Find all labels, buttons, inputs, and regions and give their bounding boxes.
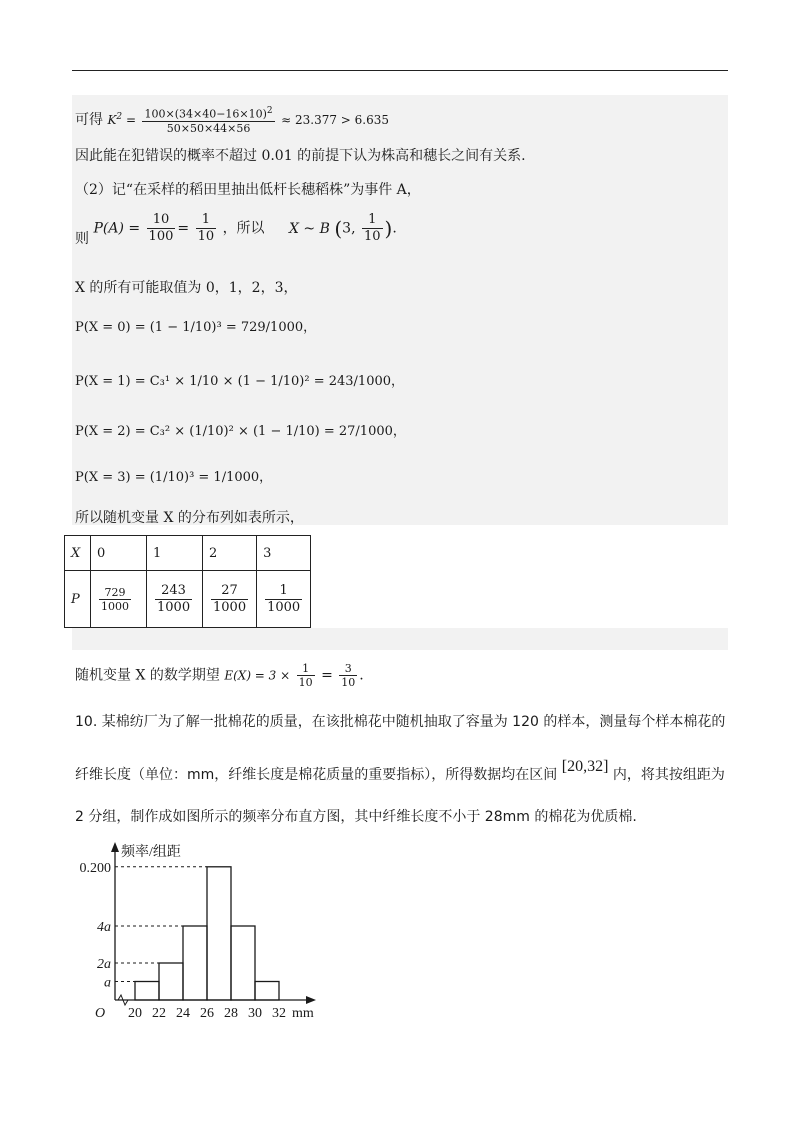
frequency-histogram	[70, 838, 340, 1028]
pa-frac-2	[196, 212, 217, 245]
expectation-eq: =	[321, 667, 333, 684]
binomial-open-paren: (	[334, 216, 343, 241]
p-num: 27	[211, 583, 248, 600]
table-p-cell	[91, 571, 147, 628]
histogram-bar	[255, 982, 279, 1001]
histogram-bar	[183, 926, 207, 1000]
binomial-p-frac	[362, 212, 383, 245]
histogram-bar	[159, 963, 183, 1000]
table-p-cell	[257, 571, 311, 628]
q10-interval: [20,32]	[561, 758, 609, 775]
histogram-origin-label: O	[95, 1006, 106, 1021]
table-header-cell: 1	[147, 536, 203, 571]
histogram-bar	[231, 926, 255, 1000]
top-rule	[72, 70, 728, 71]
histogram-bar	[207, 867, 231, 1000]
pa-mid: ，所以	[222, 220, 265, 237]
histogram-x-tick-label: 30	[248, 1006, 262, 1021]
distribution-table	[64, 535, 311, 628]
expectation-frac-1-den: 10	[298, 676, 313, 689]
table-p-cell	[147, 571, 203, 628]
histogram-x-axis-arrow	[306, 996, 316, 1004]
p-den: 1000	[213, 599, 247, 615]
histogram-y-tick-label: a	[104, 975, 111, 991]
k2-numerator: $100\times(34\times 40-16\times 10)^2$	[144, 106, 273, 121]
p-den: 1000	[101, 599, 129, 613]
pa-frac-1-den: 100	[148, 229, 174, 244]
binomial-args: 3,	[342, 220, 356, 237]
histogram-y-tick-label: 2a	[97, 957, 111, 972]
k2-line	[75, 105, 389, 135]
pa-frac-1-num: 10	[147, 212, 176, 229]
expectation-line	[75, 662, 364, 689]
expectation-frac-2-num: 3	[339, 662, 357, 676]
histogram-bar	[135, 982, 159, 1001]
histogram-x-axis-label: mm	[292, 1006, 314, 1021]
table-row	[65, 571, 311, 628]
binomial-close-paren: )	[384, 216, 393, 241]
expectation-prefix: 随机变量 X 的数学期望	[75, 667, 220, 684]
pa-prefix: 则	[75, 230, 89, 247]
question-10-line-1: 10. 某棉纺厂为了解一批棉花的质量，在该批棉花中随机抽取了容量为 120 的样本，测量每个样本棉花的	[75, 714, 726, 730]
p-den: 1000	[157, 599, 191, 615]
histogram-x-tick-label: 22	[152, 1006, 166, 1021]
pa-frac-1	[147, 212, 176, 245]
table-header-cell: 3	[257, 536, 311, 571]
histogram-x-tick-label: 32	[272, 1006, 286, 1021]
p-num: 729	[99, 586, 131, 600]
table-intro: 所以随机变量 X 的分布列如表所示，	[75, 510, 304, 526]
histogram-bars	[135, 867, 279, 1000]
histogram-x-tick-label: 26	[200, 1006, 214, 1021]
binomial-p-num: 1	[362, 212, 383, 229]
prob-line-2: P(X = 2) = C₃² × (1/10)² × (1 − 1/10) = 27/1000，	[75, 424, 406, 439]
binomial-dist: X ~ B	[289, 220, 330, 237]
table-row	[65, 536, 311, 571]
p-den: 1000	[267, 599, 301, 615]
pa-line: 则 P(A) = $\frac{10}{100}$ = $\frac{1}{10}$ ，所以 X ~ B (3, $\frac{1}{10}$ ).	[75, 212, 397, 247]
pa-frac-2-num: 1	[196, 212, 217, 229]
expectation-frac-2-den: 10	[341, 676, 356, 689]
prob-line-1: P(X = 1) = C₃¹ × 1/10 × (1 − 1/10)² = 243/1000，	[75, 374, 405, 389]
histogram-y-tick-label: 0.200	[79, 860, 111, 876]
histogram-y-tick-label: 4a	[97, 920, 111, 935]
k2-denominator: 50×50×44×56	[166, 121, 251, 135]
prob-line-0: P(X = 0) = (1 − 1/10)³ = 729/1000，	[75, 320, 317, 335]
pa-frac-2-den: 10	[197, 229, 215, 244]
table-header-cell: 2	[203, 536, 257, 571]
binomial-p-den: 10	[363, 229, 381, 244]
k2-prefix: 可得	[75, 111, 103, 128]
histogram-y-axis-label: 频率/组距	[121, 845, 181, 860]
question-10-line-3: 2 分组，制作成如图所示的频率分布直方图，其中纤维长度不小于 28mm 的棉花为优质棉.	[75, 809, 637, 825]
table-p-label: P	[65, 571, 91, 628]
expectation-end: .	[359, 667, 364, 684]
k2-result: ≈ 23.377 > 6.635	[281, 112, 390, 127]
q10-line2-a: 纤维长度（单位：mm，纤维长度是棉花质量的重要指标），所得数据均在区间	[75, 767, 558, 783]
pa-lhs: P(A) =	[93, 220, 141, 237]
histogram-x-tick-label: 20	[128, 1006, 142, 1021]
histogram-guides	[115, 867, 207, 982]
p-num: 243	[155, 583, 192, 600]
expectation-frac-2	[339, 662, 357, 689]
table-p-cell	[203, 571, 257, 628]
expectation-frac-1-num: 1	[297, 662, 315, 676]
expectation-expr: E(X) = 3 ×	[224, 668, 291, 683]
histogram-x-tick-label: 24	[176, 1006, 190, 1021]
table-header-x: X	[65, 536, 91, 571]
k2-symbol: $K^2$ =	[107, 111, 137, 127]
histogram-x-tick-label: 28	[224, 1006, 238, 1021]
table-header-cell: 0	[91, 536, 147, 571]
solution-shade-2	[72, 628, 728, 650]
expectation-frac-1	[297, 662, 315, 689]
question-10-line-2	[75, 758, 725, 784]
part2-intro: （2）记“在采样的稻田里抽出低杆长穗稻株”为事件 A，	[75, 182, 421, 198]
k2-fraction	[142, 105, 274, 135]
values-line: X 的所有可能取值为 0，1，2，3，	[75, 280, 298, 296]
prob-line-3: P(X = 3) = (1/10)³ = 1/1000，	[75, 470, 273, 485]
p-num: 1	[265, 583, 302, 600]
histogram-y-axis-arrow	[111, 842, 119, 852]
q10-line2-b: 内，将其按组距为	[612, 767, 725, 783]
conclusion: 因此能在犯错误的概率不超过 0.01 的前提下认为株高和穗长之间有关系.	[75, 148, 526, 164]
